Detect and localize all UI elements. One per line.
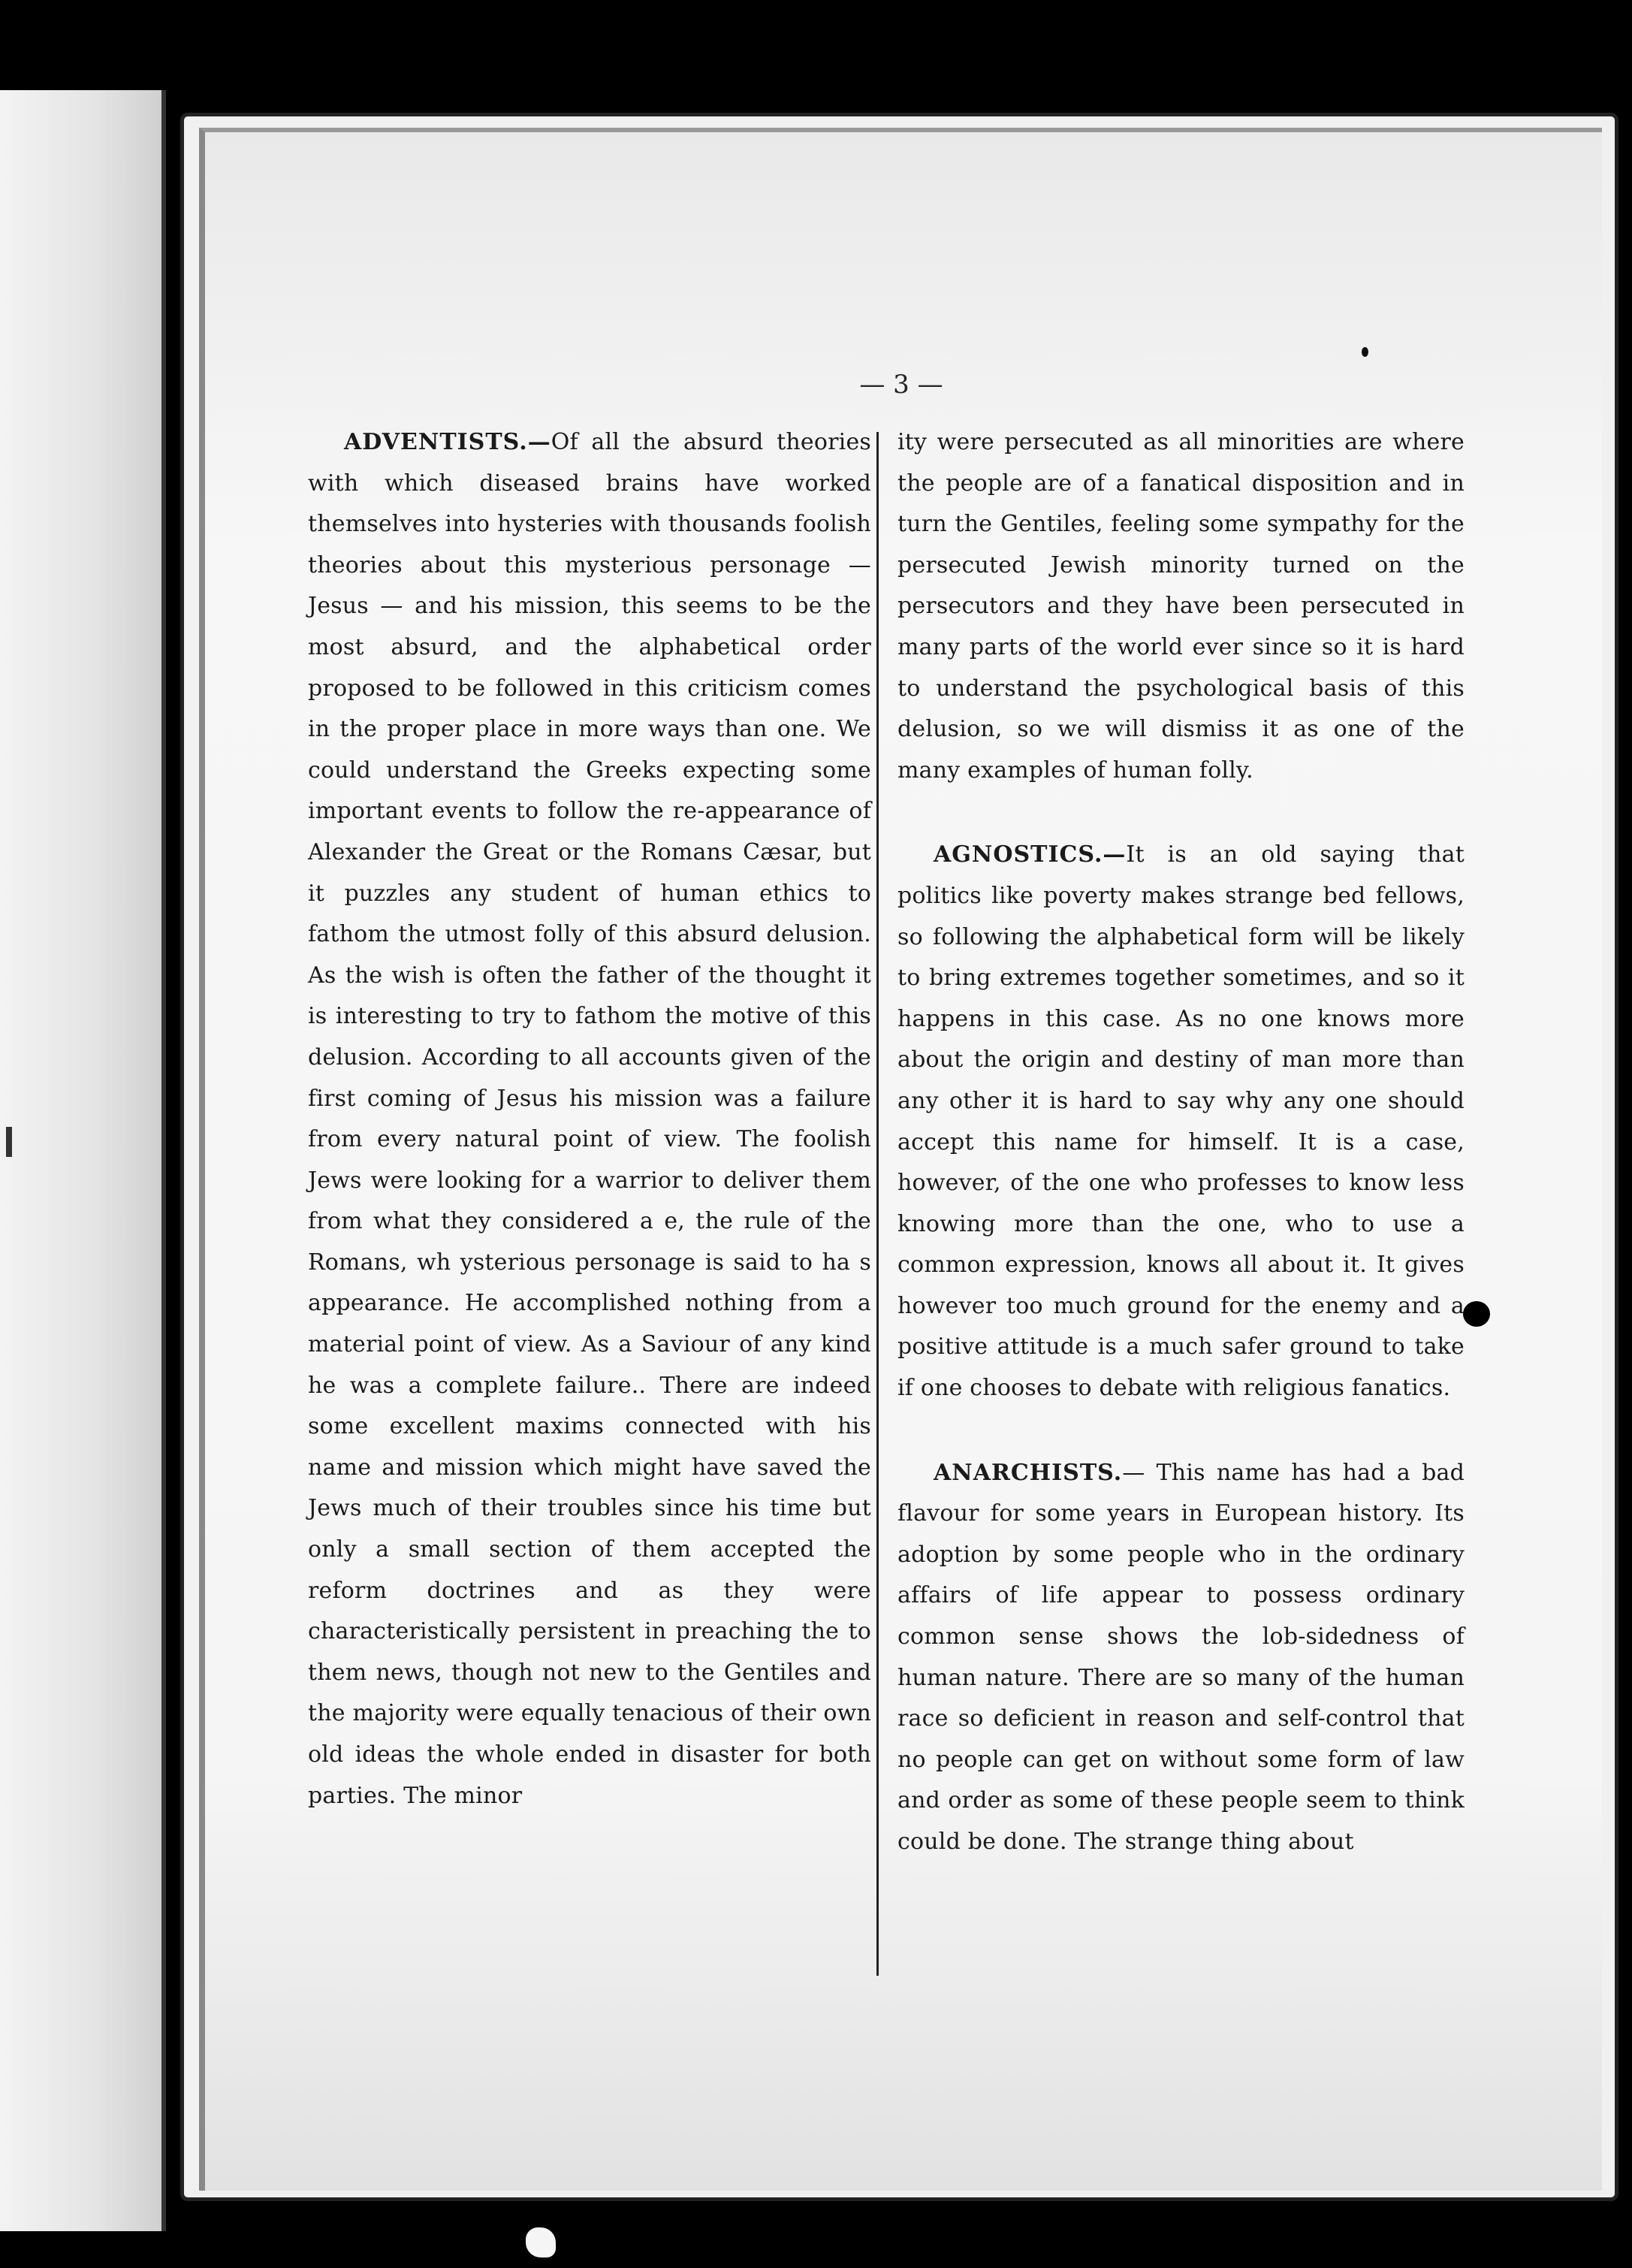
agnostics-text: It is an old saying that politics like poverty makes strange bed fellows, so following the alphabetical form will be likely to bring extremes together sometimes, and so it happens in this case. As no one knows more about the origin and destiny of man more than any other it is hard to say why any one should accept this name for himself. It is a case, however, of the one who professes to know less knowing more than the one, who to use a common expression, knows all about it. It gives however too much ground for the enemy and a positive attitude is a much safer ground to take if one chooses to debate with religious fanatics. [897, 841, 1465, 1402]
adventists-text: Of all the absurd theories with which diseased brains have worked themselves into hysteries with thousands foolish theories about this mysterious personage — Jesus — and his mission, this seems to be the most absurd, and the alphabetical order proposed to be followed in this criticism comes in the proper place in more ways than one. We could understand the Greeks expecting some important events to follow the re-appearance of Alexander the Great or the Romans Cæsar, but it puzzles any student of human ethics to fathom the utmost folly of this absurd delusion. As the wish is often the father of the thought it is interesting to try to fathom the motive of this delusion. According to all accounts given of the first coming of Jesus his mission was a failure from every natural point of view. The foolish Jews were looking for a warrior to deliver them from what they considered a e, the rule of the Romans, wh ysterious personage is said to ha s appearance. He accomplished nothing from a material point of view. As a Saviour of any kind he was a complete failure.. There are indeed some excellent maxims connected with his name and mission which might have saved the Jews much of their troubles since his time but only a small section of them accepted the reform doctrines and as they were characteristically persistent in preaching the to them news, though not new to the Gentiles and the majority were equally tenacious of their own old ideas the whole ended in disaster for both parties. The minor [308, 429, 871, 1809]
page-number: — 3 — [859, 370, 943, 400]
adventists-paragraph [308, 422, 871, 1817]
column-divider [876, 432, 879, 1976]
anarchists-paragraph [897, 1453, 1465, 1863]
adventists-heading: ADVENTISTS.— [344, 429, 551, 455]
adventists-continuation: ity were persecuted as all minorities are where the people are of a fanatical disposition and in turn the Gentiles, feeling some sympathy for the persecuted Jewish minority turned on the persecutors and they have been persecuted in many parts of the world ever since so it is hard to understand the psychological basis of this delusion, so we will dismiss it as one of the many examples of human folly. [897, 429, 1465, 784]
anarchists-text: — This name has had a bad flavour for some years in European history. Its adoption by some people who in the ordinary affairs of life appear to possess ordinary common sense shows the lob-sidedness of human nature. There are so many of the human race so deficient in reason and self-control that no people can get on without some form of law and order as some of these people seem to think could be done. The strange thing about [897, 1459, 1465, 1855]
ink-blot [1463, 1301, 1490, 1327]
page-mark [6, 1127, 12, 1157]
right-column [897, 422, 1465, 1863]
agnostics-paragraph [897, 835, 1465, 1409]
agnostics-heading: AGNOSTICS.— [934, 841, 1127, 868]
left-column [308, 422, 871, 1817]
ink-speck [1362, 347, 1368, 357]
paper-flake [526, 2227, 556, 2257]
facing-page-edge [0, 90, 166, 2231]
anarchists-heading: ANARCHISTS. [934, 1459, 1123, 1486]
